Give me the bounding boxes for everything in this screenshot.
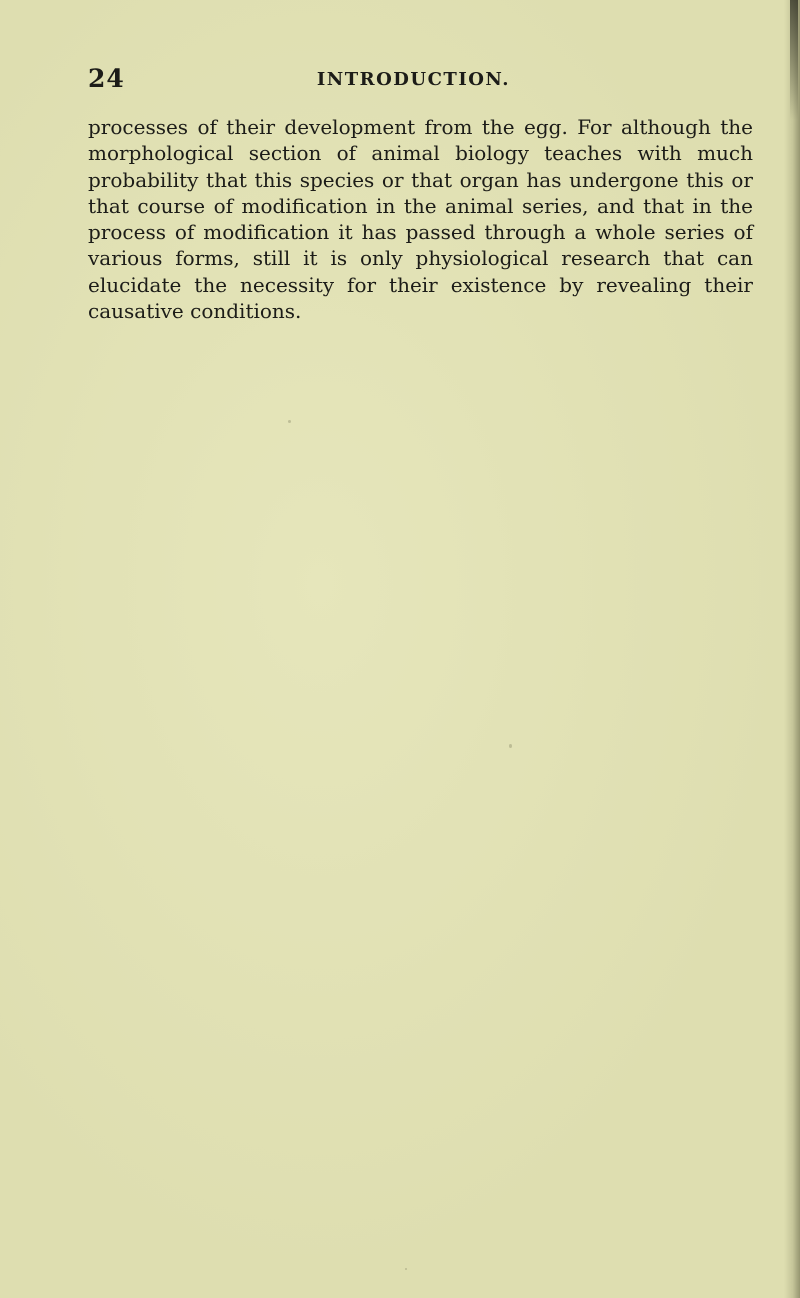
body-paragraph: processes of their development from the egg. For although the morphological section of animal biology teaches with much probability that this species or that organ has undergone this or that course of modification in the animal series, and that in the process of modification it has passed through a whole series of various forms, still it is only physiological research that can elucidate the necessity for their existence by revealing their causative conditions.: [88, 115, 753, 324]
paper-fleck: [288, 420, 291, 423]
page-number: 24: [88, 64, 125, 93]
paper-fleck: [509, 744, 512, 748]
page-edge-shadow: [784, 0, 800, 1298]
page-header: [88, 64, 510, 94]
binding-edge-mark: [790, 0, 798, 120]
running-head: INTRODUCTION.: [316, 69, 510, 90]
paper-fleck: [405, 1268, 407, 1270]
